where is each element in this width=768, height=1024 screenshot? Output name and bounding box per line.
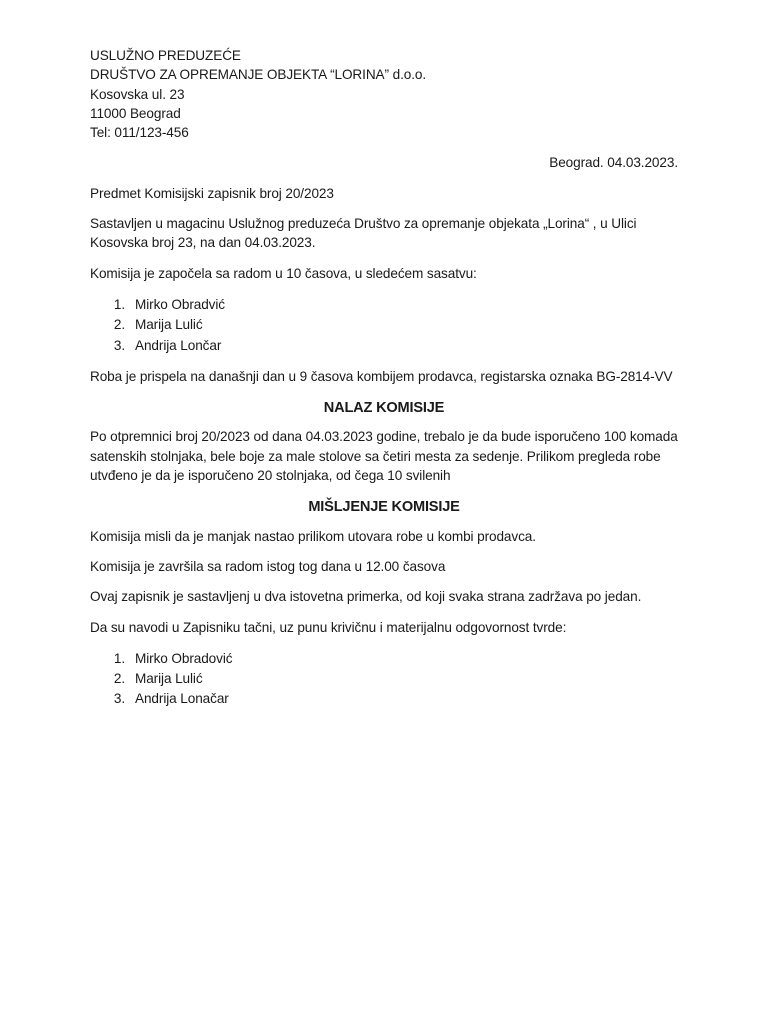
copies-paragraph: Ovaj zapisnik je sastavljenj u dva istovetna primerka, od koji svaka strana zadržava po jedan.	[90, 589, 642, 605]
list-number: 3.	[113, 691, 125, 707]
member-name: Marija Lulić	[135, 317, 203, 333]
company-street: Kosovska ul. 23	[90, 86, 185, 102]
signatory-name: Marija Lulić	[135, 671, 203, 687]
list-number: 3.	[113, 337, 125, 353]
list-number: 2.	[113, 671, 125, 687]
list-item	[90, 295, 678, 315]
signatories-list	[90, 649, 678, 710]
list-number: 2.	[113, 317, 125, 333]
list-item	[90, 649, 678, 669]
attestation-paragraph: Da su navodi u Zapisniku tačni, uz punu krivičnu i materijalnu odgovornost tvrde:	[90, 619, 567, 635]
member-name: Andrija Lončar	[135, 337, 222, 353]
company-city: 11000 Beograd	[90, 105, 181, 121]
member-name: Mirko Obradvić	[135, 296, 225, 312]
list-item	[90, 689, 678, 709]
company-name: DRUŠTVO ZA OPREMANJE OBJEKTA “LORINA” d.o.o.	[90, 67, 427, 83]
list-number: 1.	[113, 296, 125, 312]
opinion-paragraph: Komisija misli da je manjak nastao prilikom utovara robe u kombi prodavca.	[90, 528, 536, 544]
document-date: Beograd. 04.03.2023.	[549, 155, 678, 171]
list-item	[90, 669, 678, 689]
document-body	[90, 46, 678, 710]
company-phone: Tel: 011/123-456	[90, 125, 189, 141]
signatory-name: Andrija Lonačar	[135, 691, 229, 707]
list-number: 1.	[113, 650, 125, 666]
arrival-paragraph: Roba je prispela na današnji dan u 9 časova kombijem prodavca, registarska oznaka BG-2814-VV	[90, 368, 673, 384]
company-header	[90, 46, 678, 142]
findings-heading: NALAZ KOMISIJE	[323, 400, 445, 417]
document-subject: Predmet Komisijski zapisnik broj 20/2023	[90, 185, 334, 201]
intro-paragraph: Sastavljen u magacinu Uslužnog preduzeća Društvo za opremanje objekata „Lorina“ , u Ulici Kosovska broj 23, na dan 04.03.2023.	[90, 216, 637, 251]
list-item	[90, 336, 678, 356]
opinion-heading: MIŠLJENJE KOMISIJE	[308, 499, 460, 516]
commission-members-list	[90, 295, 678, 356]
completion-paragraph: Komisija je završila sa radom istog tog dana u 12.00 časova	[90, 558, 446, 574]
company-type: USLUŽNO PREDUZEĆE	[90, 48, 241, 63]
signatory-name: Mirko Obradović	[135, 650, 233, 666]
list-item	[90, 315, 678, 335]
findings-paragraph: Po otpremnici broj 20/2023 od dana 04.03.2023 godine, trebalo je da bude isporučeno 100 komada satenskih stolnjaka, bele boje za male stolove sa četiri mesta za sedenje. Prilikom pregleda robe utvđeno je da je isporučeno 20 stolnjaka, od čega 10 svilenih	[90, 429, 678, 484]
commission-start-paragraph: Komisija je započela sa radom u 10 časova, u sledećem sasatvu:	[90, 265, 477, 281]
